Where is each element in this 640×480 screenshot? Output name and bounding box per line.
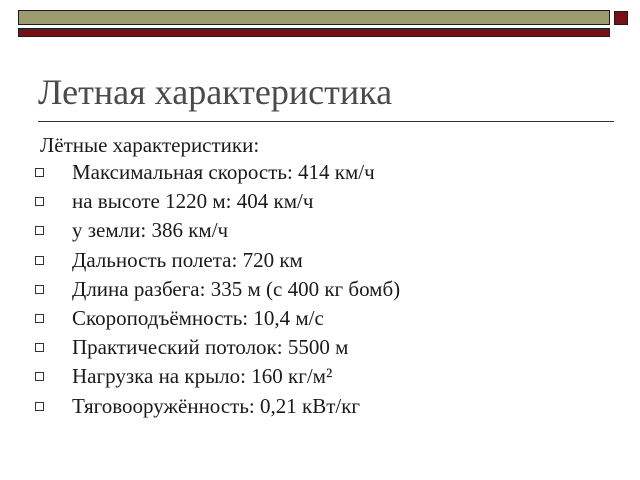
list-item: [0, 394, 620, 423]
list-item: [0, 218, 620, 247]
list-item-text: Дальность полета: 720 км: [72, 247, 303, 272]
square-bullet-icon: [35, 168, 44, 177]
square-bullet-icon: [35, 314, 44, 323]
list-item-text: Максимальная скорость: 414 км/ч: [72, 160, 375, 184]
list-item: [0, 160, 620, 189]
header-decoration: [18, 10, 628, 38]
list-item-text: Нагрузка на крыло: 160 кг/м²: [72, 364, 333, 389]
list-item: [0, 335, 620, 364]
square-bullet-icon: [35, 285, 44, 294]
title-divider: [38, 121, 614, 122]
list-item-text: Скороподъёмность: 10,4 м/с: [72, 305, 324, 330]
list-item: [0, 364, 620, 393]
list-item: [0, 248, 620, 277]
square-bullet-icon: [35, 256, 44, 265]
square-bullet-icon: [35, 343, 44, 352]
list-item: [0, 189, 620, 218]
maroon-square: [614, 11, 628, 25]
list-item: [0, 277, 620, 306]
list-item-text: Практический потолок: 5500 м: [72, 335, 349, 360]
maroon-bar: [18, 28, 610, 37]
square-bullet-icon: [35, 402, 44, 411]
page-title: Летная характеристика: [38, 72, 393, 112]
list-item-text: у земли: 386 км/ч: [72, 218, 229, 243]
square-bullet-icon: [35, 197, 44, 206]
list-item-text: Тяговооружённость: 0,21 кВт/кг: [72, 393, 361, 418]
subtitle: Лётные характеристики:: [40, 133, 260, 157]
square-bullet-icon: [35, 372, 44, 381]
list-item: [0, 306, 620, 335]
olive-bar: [18, 10, 610, 25]
bullet-list: [0, 160, 620, 423]
square-bullet-icon: [35, 226, 44, 235]
list-item-text: на высоте 1220 м: 404 км/ч: [72, 189, 314, 214]
list-item-text: Длина разбега: 335 м (с 400 кг бомб): [72, 276, 401, 301]
